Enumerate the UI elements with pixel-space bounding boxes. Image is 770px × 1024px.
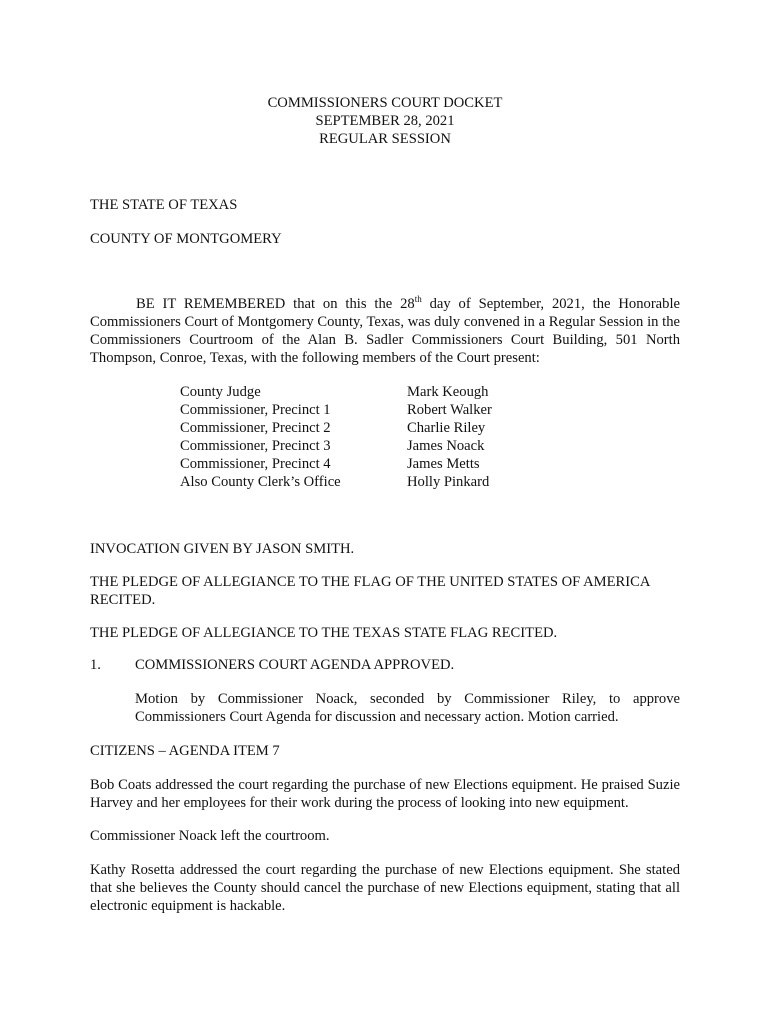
member-role: Commissioner, Precinct 3	[180, 438, 331, 454]
citizens-heading: CITIZENS – AGENDA ITEM 7	[90, 743, 280, 759]
item-number: 1.	[90, 657, 101, 673]
member-role: County Judge	[180, 384, 261, 400]
rosetta-paragraph: Kathy Rosetta addressed the court regarding the purchase of new Elections equipment. She stated that she believes the County should cancel the purchase of new Elections equipment, stating that all electronic equipment is hackable.	[90, 862, 680, 914]
member-row	[180, 473, 540, 491]
motion-paragraph: Motion by Commissioner Noack, seconded by Commissioner Riley, to approve Commissioners Court Agenda for discussion and necessary action. Motion carried.	[135, 691, 680, 725]
member-row	[180, 383, 540, 401]
member-row	[180, 437, 540, 455]
noack-left-line: Commissioner Noack left the courtroom.	[90, 828, 330, 844]
header-date: SEPTEMBER 28, 2021	[315, 113, 455, 129]
member-row	[180, 401, 540, 419]
member-name: James Noack	[407, 438, 485, 454]
member-name: James Metts	[407, 456, 480, 472]
docket-header	[90, 94, 680, 148]
member-name: Mark Keough	[407, 384, 489, 400]
item-title: COMMISSIONERS COURT AGENDA APPROVED.	[135, 657, 455, 673]
member-role: Commissioner, Precinct 2	[180, 420, 331, 436]
header-session: REGULAR SESSION	[319, 131, 451, 147]
member-row	[180, 419, 540, 437]
county-line: COUNTY OF MONTGOMERY	[90, 231, 282, 247]
invocation-line: INVOCATION GIVEN BY JASON SMITH.	[90, 541, 355, 557]
pledge-texas-line: THE PLEDGE OF ALLEGIANCE TO THE TEXAS STATE FLAG RECITED.	[90, 625, 558, 641]
state-line: THE STATE OF TEXAS	[90, 197, 238, 213]
member-name: Robert Walker	[407, 402, 492, 418]
intro-paragraph	[90, 295, 680, 367]
intro-text-start: BE IT REMEMBERED that on this the 28	[136, 296, 415, 312]
ordinal-suffix: th	[414, 294, 422, 305]
members-list	[180, 383, 540, 491]
header-title: COMMISSIONERS COURT DOCKET	[267, 95, 503, 111]
member-role: Commissioner, Precinct 1	[180, 402, 331, 418]
member-name: Charlie Riley	[407, 420, 486, 436]
pledge-us-line: THE PLEDGE OF ALLEGIANCE TO THE FLAG OF THE UNITED STATES OF AMERICA RECITED.	[90, 574, 650, 608]
coats-paragraph: Bob Coats addressed the court regarding the purchase of new Elections equipment. He praised Suzie Harvey and her employees for their work during the process of looking into new equipment.	[90, 777, 680, 811]
member-row	[180, 455, 540, 473]
member-role: Commissioner, Precinct 4	[180, 456, 331, 472]
member-role: Also County Clerk’s Office	[180, 474, 341, 490]
intro-text-rest: day of September, 2021, the Honorable Commissioners Court of Montgomery County, Texas, was duly convened in a Regular Session in the Commissioners Courtroom of the Alan B. Sadler Commissioners Court Building, 501 North Thompson, Conroe, Texas, with the following members of the Court present:	[90, 296, 680, 366]
member-name: Holly Pinkard	[407, 474, 490, 490]
